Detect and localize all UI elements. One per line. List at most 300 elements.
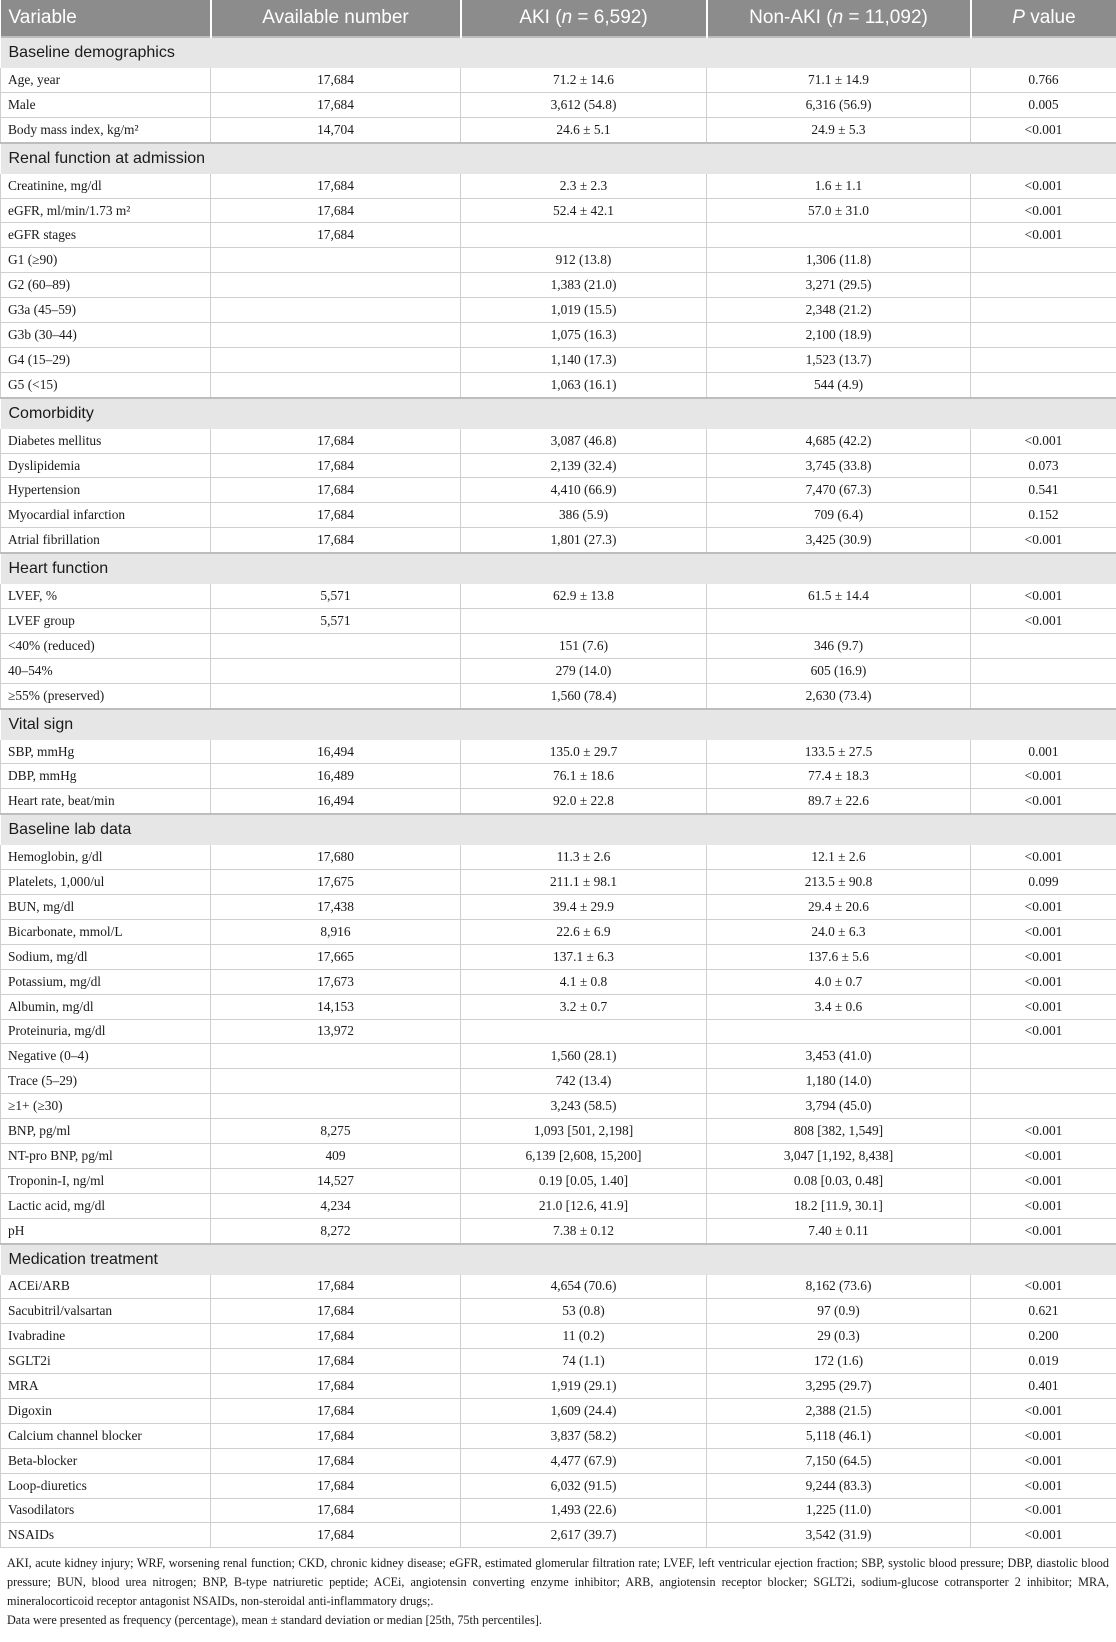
section-header-row — [1, 709, 1116, 740]
cell-aki: 386 (5.9) — [461, 503, 707, 528]
cell-aki: 6,032 (91.5) — [461, 1473, 707, 1498]
cell-non-aki: 12.1 ± 2.6 — [707, 845, 971, 869]
cell-non-aki: 6,316 (56.9) — [707, 92, 971, 117]
cell-aki: 74 (1.1) — [461, 1349, 707, 1374]
table-row — [1, 1275, 1116, 1299]
header-row — [1, 0, 1116, 37]
table-row — [1, 1349, 1116, 1374]
cell-available-number: 17,684 — [211, 1299, 461, 1324]
cell-variable: BUN, mg/dl — [1, 895, 211, 920]
table-row — [1, 1374, 1116, 1399]
header-p-value — [971, 0, 1116, 37]
table-body — [1, 37, 1116, 1548]
cell-p-value: <0.001 — [971, 609, 1116, 634]
cell-aki: 71.2 ± 14.6 — [461, 68, 707, 92]
cell-variable: Bicarbonate, mmol/L — [1, 919, 211, 944]
cell-non-aki — [707, 223, 971, 248]
cell-p-value: <0.001 — [971, 919, 1116, 944]
cell-aki: 7.38 ± 0.12 — [461, 1218, 707, 1243]
cell-available-number: 4,234 — [211, 1193, 461, 1218]
table-row — [1, 609, 1116, 634]
cell-p-value: <0.001 — [971, 1498, 1116, 1523]
cell-variable: LVEF group — [1, 609, 211, 634]
cell-available-number — [211, 248, 461, 273]
cell-available-number — [211, 298, 461, 323]
cell-p-value: 0.005 — [971, 92, 1116, 117]
section-title: Vital sign — [1, 709, 1116, 740]
section-header-row — [1, 143, 1116, 174]
table-row — [1, 919, 1116, 944]
cell-variable: Ivabradine — [1, 1324, 211, 1349]
cell-non-aki: 1,306 (11.8) — [707, 248, 971, 273]
cell-available-number: 8,272 — [211, 1218, 461, 1243]
cell-available-number: 17,684 — [211, 503, 461, 528]
cell-non-aki: 137.6 ± 5.6 — [707, 944, 971, 969]
cell-available-number — [211, 633, 461, 658]
cell-available-number: 17,684 — [211, 1275, 461, 1299]
cell-variable: Hypertension — [1, 478, 211, 503]
table-row — [1, 1448, 1116, 1473]
cell-p-value: <0.001 — [971, 528, 1116, 553]
cell-variable: G2 (60–89) — [1, 273, 211, 298]
cell-non-aki: 29 (0.3) — [707, 1324, 971, 1349]
section-title: Comorbidity — [1, 398, 1116, 429]
cell-non-aki: 0.08 [0.03, 0.48] — [707, 1168, 971, 1193]
cell-aki: 53 (0.8) — [461, 1299, 707, 1324]
cell-variable: Digoxin — [1, 1398, 211, 1423]
cell-non-aki: 3,047 [1,192, 8,438] — [707, 1143, 971, 1168]
cell-variable: eGFR, ml/min/1.73 m² — [1, 198, 211, 223]
table-row — [1, 1473, 1116, 1498]
cell-available-number: 17,684 — [211, 429, 461, 453]
cell-p-value: 0.621 — [971, 1299, 1116, 1324]
cell-aki: 3,087 (46.8) — [461, 429, 707, 453]
cell-non-aki: 3,271 (29.5) — [707, 273, 971, 298]
section-header-row — [1, 1244, 1116, 1275]
cell-aki: 11.3 ± 2.6 — [461, 845, 707, 869]
cell-p-value: <0.001 — [971, 1275, 1116, 1299]
cell-aki: 39.4 ± 29.9 — [461, 895, 707, 920]
cell-p-value: 0.019 — [971, 1349, 1116, 1374]
table-row — [1, 789, 1116, 814]
cell-aki: 22.6 ± 6.9 — [461, 919, 707, 944]
section-header-row — [1, 814, 1116, 845]
cell-non-aki: 24.0 ± 6.3 — [707, 919, 971, 944]
cell-p-value: 0.001 — [971, 740, 1116, 764]
cell-variable: ≥1+ (≥30) — [1, 1094, 211, 1119]
cell-variable: Vasodilators — [1, 1498, 211, 1523]
cell-non-aki: 3,453 (41.0) — [707, 1044, 971, 1069]
table-row — [1, 994, 1116, 1019]
cell-aki: 1,493 (22.6) — [461, 1498, 707, 1523]
cell-available-number — [211, 372, 461, 397]
table-row — [1, 1324, 1116, 1349]
cell-non-aki: 4,685 (42.2) — [707, 429, 971, 453]
cell-available-number: 17,684 — [211, 478, 461, 503]
cell-variable: ≥55% (preserved) — [1, 683, 211, 708]
cell-non-aki: 3.4 ± 0.6 — [707, 994, 971, 1019]
cell-non-aki: 7,150 (64.5) — [707, 1448, 971, 1473]
cell-variable: SGLT2i — [1, 1349, 211, 1374]
cell-p-value: <0.001 — [971, 1523, 1116, 1548]
cell-aki: 912 (13.8) — [461, 248, 707, 273]
cell-p-value: 0.152 — [971, 503, 1116, 528]
cell-aki: 24.6 ± 5.1 — [461, 117, 707, 142]
cell-variable: Loop-diuretics — [1, 1473, 211, 1498]
cell-aki: 4.1 ± 0.8 — [461, 969, 707, 994]
cell-non-aki: 172 (1.6) — [707, 1349, 971, 1374]
cell-p-value — [971, 323, 1116, 348]
table-row — [1, 1119, 1116, 1144]
table-row — [1, 503, 1116, 528]
cell-aki: 1,093 [501, 2,198] — [461, 1119, 707, 1144]
cell-p-value — [971, 273, 1116, 298]
cell-aki: 1,801 (27.3) — [461, 528, 707, 553]
table-row — [1, 174, 1116, 198]
cell-p-value — [971, 1044, 1116, 1069]
cell-available-number: 17,684 — [211, 198, 461, 223]
cell-available-number: 17,684 — [211, 174, 461, 198]
table-row — [1, 1218, 1116, 1243]
cell-non-aki: 24.9 ± 5.3 — [707, 117, 971, 142]
cell-available-number: 14,153 — [211, 994, 461, 1019]
cell-non-aki: 77.4 ± 18.3 — [707, 764, 971, 789]
cell-available-number: 14,527 — [211, 1168, 461, 1193]
cell-aki: 1,560 (28.1) — [461, 1044, 707, 1069]
cell-non-aki: 1.6 ± 1.1 — [707, 174, 971, 198]
cell-available-number: 17,684 — [211, 1423, 461, 1448]
cell-aki — [461, 1019, 707, 1044]
cell-available-number: 16,494 — [211, 740, 461, 764]
cell-available-number: 5,571 — [211, 609, 461, 634]
table-row — [1, 68, 1116, 92]
cell-available-number: 17,680 — [211, 845, 461, 869]
table-row — [1, 478, 1116, 503]
cell-aki: 0.19 [0.05, 1.40] — [461, 1168, 707, 1193]
cell-variable: Dyslipidemia — [1, 453, 211, 478]
cell-variable: pH — [1, 1218, 211, 1243]
cell-available-number: 17,684 — [211, 1523, 461, 1548]
cell-available-number: 17,684 — [211, 92, 461, 117]
cell-variable: G5 (<15) — [1, 372, 211, 397]
cell-variable: Myocardial infarction — [1, 503, 211, 528]
cell-non-aki: 71.1 ± 14.9 — [707, 68, 971, 92]
cell-non-aki: 9,244 (83.3) — [707, 1473, 971, 1498]
cell-available-number: 17,684 — [211, 223, 461, 248]
cell-aki: 62.9 ± 13.8 — [461, 584, 707, 608]
cell-p-value — [971, 1069, 1116, 1094]
cell-p-value: <0.001 — [971, 1019, 1116, 1044]
cell-available-number: 14,704 — [211, 117, 461, 142]
cell-non-aki: 57.0 ± 31.0 — [707, 198, 971, 223]
table-row — [1, 198, 1116, 223]
table-row — [1, 845, 1116, 869]
cell-variable: ACEi/ARB — [1, 1275, 211, 1299]
header-p-rest: value — [1024, 7, 1076, 28]
cell-variable: Albumin, mg/dl — [1, 994, 211, 1019]
header-aki-label: AKI ( — [519, 7, 562, 28]
cell-variable: Negative (0–4) — [1, 1044, 211, 1069]
cell-p-value: <0.001 — [971, 1218, 1116, 1243]
table-row — [1, 117, 1116, 142]
cell-aki: 1,919 (29.1) — [461, 1374, 707, 1399]
cell-aki: 4,654 (70.6) — [461, 1275, 707, 1299]
cell-non-aki: 2,348 (21.2) — [707, 298, 971, 323]
cell-aki: 3,837 (58.2) — [461, 1423, 707, 1448]
table-row — [1, 248, 1116, 273]
cell-non-aki: 7,470 (67.3) — [707, 478, 971, 503]
cell-non-aki: 29.4 ± 20.6 — [707, 895, 971, 920]
cell-variable: G3a (45–59) — [1, 298, 211, 323]
cell-aki — [461, 223, 707, 248]
cell-aki — [461, 609, 707, 634]
cell-available-number: 17,684 — [211, 1349, 461, 1374]
cell-available-number: 8,916 — [211, 919, 461, 944]
cell-available-number: 17,665 — [211, 944, 461, 969]
cell-available-number: 16,494 — [211, 789, 461, 814]
table-row — [1, 658, 1116, 683]
cell-non-aki: 2,100 (18.9) — [707, 323, 971, 348]
cell-non-aki: 7.40 ± 0.11 — [707, 1218, 971, 1243]
cell-non-aki: 4.0 ± 0.7 — [707, 969, 971, 994]
cell-available-number: 17,438 — [211, 895, 461, 920]
table-footnotes — [0, 1548, 1116, 1630]
header-non-aki — [707, 0, 971, 37]
table-row — [1, 92, 1116, 117]
table-row — [1, 1044, 1116, 1069]
cell-aki: 92.0 ± 22.8 — [461, 789, 707, 814]
cell-aki: 2,617 (39.7) — [461, 1523, 707, 1548]
header-available-number: Available number — [211, 0, 461, 37]
table-row — [1, 683, 1116, 708]
table-row — [1, 1498, 1116, 1523]
table-row — [1, 528, 1116, 553]
cell-variable: Platelets, 1,000/ul — [1, 870, 211, 895]
cell-available-number: 17,673 — [211, 969, 461, 994]
cell-available-number — [211, 323, 461, 348]
table-row — [1, 633, 1116, 658]
cell-variable: Calcium channel blocker — [1, 1423, 211, 1448]
header-aki-count: = 6,592) — [572, 7, 648, 28]
cell-aki: 4,477 (67.9) — [461, 1448, 707, 1473]
cell-non-aki: 133.5 ± 27.5 — [707, 740, 971, 764]
cell-p-value: <0.001 — [971, 1473, 1116, 1498]
table-row — [1, 870, 1116, 895]
cell-aki: 1,019 (15.5) — [461, 298, 707, 323]
cell-aki: 21.0 [12.6, 41.9] — [461, 1193, 707, 1218]
cell-aki: 11 (0.2) — [461, 1324, 707, 1349]
cell-variable: Atrial fibrillation — [1, 528, 211, 553]
cell-aki: 151 (7.6) — [461, 633, 707, 658]
cell-variable: Troponin-I, ng/ml — [1, 1168, 211, 1193]
cell-aki: 1,075 (16.3) — [461, 323, 707, 348]
cell-variable: G1 (≥90) — [1, 248, 211, 273]
cell-aki: 2,139 (32.4) — [461, 453, 707, 478]
cell-available-number: 8,275 — [211, 1119, 461, 1144]
cell-p-value: <0.001 — [971, 895, 1116, 920]
cell-non-aki: 5,118 (46.1) — [707, 1423, 971, 1448]
cell-p-value: <0.001 — [971, 1448, 1116, 1473]
cell-non-aki: 3,542 (31.9) — [707, 1523, 971, 1548]
table-row — [1, 895, 1116, 920]
cell-p-value: <0.001 — [971, 223, 1116, 248]
cell-non-aki: 1,523 (13.7) — [707, 347, 971, 372]
cell-available-number — [211, 273, 461, 298]
cell-variable: G3b (30–44) — [1, 323, 211, 348]
cell-aki: 135.0 ± 29.7 — [461, 740, 707, 764]
cell-variable: Trace (5–29) — [1, 1069, 211, 1094]
header-variable: Variable — [1, 0, 211, 37]
table-row — [1, 1299, 1116, 1324]
cell-non-aki: 3,425 (30.9) — [707, 528, 971, 553]
cell-available-number: 17,684 — [211, 1398, 461, 1423]
footnote-data-presentation: Data were presented as frequency (percentage), mean ± standard deviation or median [25th, 75th percentiles]. — [7, 1613, 542, 1628]
cell-p-value: 0.099 — [971, 870, 1116, 895]
cell-variable: DBP, mmHg — [1, 764, 211, 789]
cell-variable: eGFR stages — [1, 223, 211, 248]
cell-variable: BNP, pg/ml — [1, 1119, 211, 1144]
cell-aki: 1,140 (17.3) — [461, 347, 707, 372]
section-header-row — [1, 553, 1116, 584]
table-row — [1, 453, 1116, 478]
table-header — [1, 0, 1116, 37]
cell-variable: Heart rate, beat/min — [1, 789, 211, 814]
cell-non-aki: 808 [382, 1,549] — [707, 1119, 971, 1144]
cell-variable: Potassium, mg/dl — [1, 969, 211, 994]
table-row — [1, 740, 1116, 764]
cell-available-number: 13,972 — [211, 1019, 461, 1044]
cell-p-value: 0.401 — [971, 1374, 1116, 1399]
cell-p-value: 0.766 — [971, 68, 1116, 92]
cell-p-value — [971, 298, 1116, 323]
cell-non-aki: 3,295 (29.7) — [707, 1374, 971, 1399]
cell-non-aki: 2,630 (73.4) — [707, 683, 971, 708]
cell-available-number — [211, 683, 461, 708]
cell-non-aki: 1,225 (11.0) — [707, 1498, 971, 1523]
table-row — [1, 1168, 1116, 1193]
cell-p-value: <0.001 — [971, 1168, 1116, 1193]
cell-variable: Lactic acid, mg/dl — [1, 1193, 211, 1218]
cell-non-aki: 346 (9.7) — [707, 633, 971, 658]
cell-variable: MRA — [1, 1374, 211, 1399]
cell-p-value — [971, 683, 1116, 708]
table-row — [1, 429, 1116, 453]
cell-available-number — [211, 1069, 461, 1094]
cell-p-value: <0.001 — [971, 944, 1116, 969]
header-p-italic: P — [1012, 7, 1025, 28]
cell-p-value: <0.001 — [971, 174, 1116, 198]
cell-p-value — [971, 1094, 1116, 1119]
cell-aki: 6,139 [2,608, 15,200] — [461, 1143, 707, 1168]
table-row — [1, 223, 1116, 248]
table-row — [1, 323, 1116, 348]
cell-p-value: 0.541 — [971, 478, 1116, 503]
cell-available-number: 17,684 — [211, 1374, 461, 1399]
section-title: Baseline lab data — [1, 814, 1116, 845]
cell-available-number: 16,489 — [211, 764, 461, 789]
section-title: Renal function at admission — [1, 143, 1116, 174]
cell-variable: Body mass index, kg/m² — [1, 117, 211, 142]
header-aki — [461, 0, 707, 37]
cell-variable: Sacubitril/valsartan — [1, 1299, 211, 1324]
cell-non-aki: 8,162 (73.6) — [707, 1275, 971, 1299]
table-row — [1, 1193, 1116, 1218]
cell-non-aki: 544 (4.9) — [707, 372, 971, 397]
header-nonaki-n: n — [832, 7, 844, 28]
cell-available-number — [211, 347, 461, 372]
cell-variable: Age, year — [1, 68, 211, 92]
cell-aki: 1,609 (24.4) — [461, 1398, 707, 1423]
cell-variable: Proteinuria, mg/dl — [1, 1019, 211, 1044]
cell-non-aki: 3,745 (33.8) — [707, 453, 971, 478]
cell-non-aki: 89.7 ± 22.6 — [707, 789, 971, 814]
cell-p-value: <0.001 — [971, 764, 1116, 789]
cell-variable: NSAIDs — [1, 1523, 211, 1548]
cell-aki: 1,063 (16.1) — [461, 372, 707, 397]
cell-available-number: 17,675 — [211, 870, 461, 895]
cell-p-value: <0.001 — [971, 1398, 1116, 1423]
cell-p-value: <0.001 — [971, 198, 1116, 223]
table-row — [1, 372, 1116, 397]
section-header-row — [1, 37, 1116, 68]
table-row — [1, 1523, 1116, 1548]
table-row — [1, 944, 1116, 969]
cell-available-number: 17,684 — [211, 68, 461, 92]
cell-non-aki: 3,794 (45.0) — [707, 1094, 971, 1119]
cell-aki: 137.1 ± 6.3 — [461, 944, 707, 969]
cell-non-aki: 1,180 (14.0) — [707, 1069, 971, 1094]
cell-aki: 2.3 ± 2.3 — [461, 174, 707, 198]
table-row — [1, 764, 1116, 789]
cell-p-value: <0.001 — [971, 789, 1116, 814]
header-nonaki-label: Non-AKI ( — [749, 7, 833, 28]
cell-variable: <40% (reduced) — [1, 633, 211, 658]
cell-p-value: <0.001 — [971, 1143, 1116, 1168]
cell-p-value: <0.001 — [971, 429, 1116, 453]
header-aki-n: n — [561, 7, 573, 28]
cell-non-aki: 97 (0.9) — [707, 1299, 971, 1324]
section-title: Heart function — [1, 553, 1116, 584]
cell-p-value: <0.001 — [971, 1423, 1116, 1448]
table-row — [1, 1423, 1116, 1448]
section-header-row — [1, 398, 1116, 429]
cell-p-value: 0.073 — [971, 453, 1116, 478]
footnote-abbreviations: AKI, acute kidney injury; WRF, worsening renal function; CKD, chronic kidney disease; eGFR, estimated glomerular filtration rate; LVEF, left ventricular ejection fraction; SBP, systolic blood pressure; DBP, diastolic blood pressure; BUN, blood urea nitrogen; BNP, B-type natriuretic peptide; ACEi, angiotensin converting enzyme inhibitor; ARB, angiotensin receptor blocker; SGLT2i, sodium-glucose cotransporter 2 inhibitor; MRA, mineralocorticoid receptor antagonist NSAIDs, non-steroidal anti-inflammatory drugs;. — [7, 1556, 1109, 1609]
section-title: Medication treatment — [1, 1244, 1116, 1275]
cell-p-value: <0.001 — [971, 1119, 1116, 1144]
cell-available-number: 17,684 — [211, 1324, 461, 1349]
cell-available-number — [211, 1044, 461, 1069]
cell-available-number: 5,571 — [211, 584, 461, 608]
cell-p-value: <0.001 — [971, 845, 1116, 869]
cell-variable: Beta-blocker — [1, 1448, 211, 1473]
cell-variable: Hemoglobin, g/dl — [1, 845, 211, 869]
cell-aki: 52.4 ± 42.1 — [461, 198, 707, 223]
cell-p-value — [971, 658, 1116, 683]
cell-aki: 211.1 ± 98.1 — [461, 870, 707, 895]
cell-p-value — [971, 633, 1116, 658]
cell-aki: 279 (14.0) — [461, 658, 707, 683]
table-row — [1, 1398, 1116, 1423]
table-row — [1, 298, 1116, 323]
cell-non-aki: 213.5 ± 90.8 — [707, 870, 971, 895]
cell-aki: 3,612 (54.8) — [461, 92, 707, 117]
cell-aki: 1,560 (78.4) — [461, 683, 707, 708]
cell-p-value — [971, 248, 1116, 273]
cell-non-aki: 2,388 (21.5) — [707, 1398, 971, 1423]
cell-available-number: 17,684 — [211, 1498, 461, 1523]
cell-variable: NT-pro BNP, pg/ml — [1, 1143, 211, 1168]
